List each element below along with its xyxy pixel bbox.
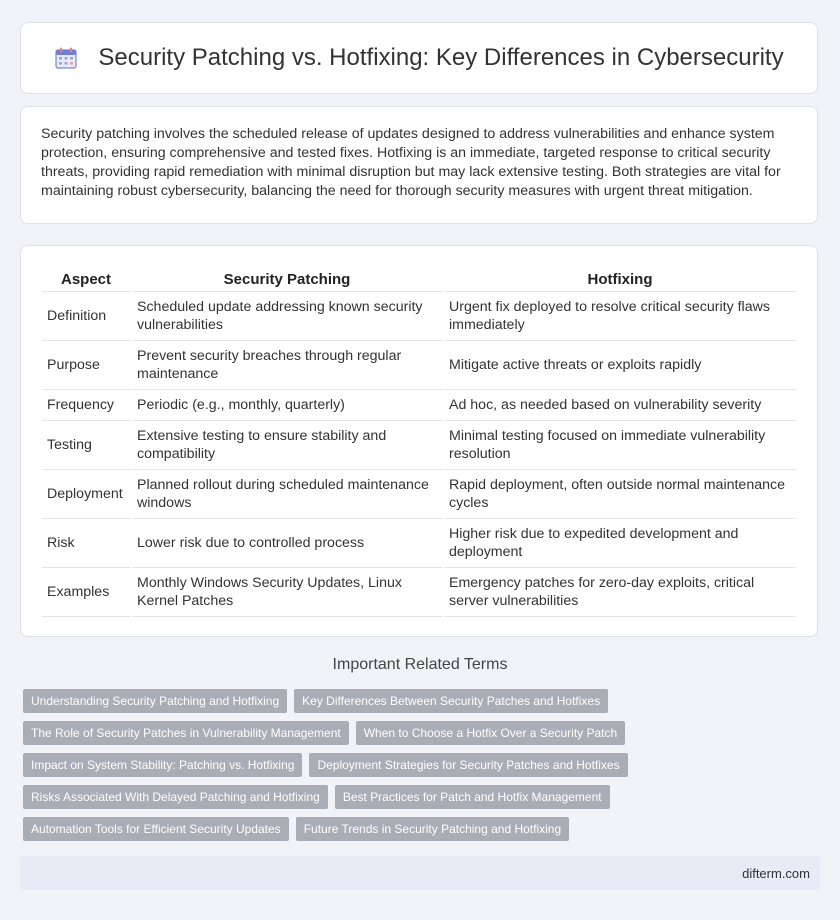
header-hotfixing: Hotfixing — [444, 266, 796, 292]
table-row — [42, 292, 796, 341]
cell-hotfixing: Rapid deployment, often outside normal maintenance cycles — [444, 470, 796, 519]
header-aspect: Aspect — [42, 266, 130, 292]
cell-aspect: Frequency — [42, 390, 130, 421]
table-header-row — [42, 266, 796, 292]
related-term-link[interactable]: Key Differences Between Security Patches and Hotfixes — [294, 689, 608, 713]
related-terms-title: Important Related Terms — [332, 656, 508, 673]
footer-brand[interactable]: difterm.com — [742, 865, 810, 881]
cell-aspect: Definition — [42, 292, 130, 341]
related-terms-list — [23, 689, 823, 849]
header-security-patching: Security Patching — [132, 266, 442, 292]
cell-aspect: Testing — [42, 421, 130, 470]
footer — [20, 856, 820, 890]
related-term-link[interactable]: Risks Associated With Delayed Patching and Hotfixing — [23, 785, 328, 809]
table-row — [42, 421, 796, 470]
cell-security-patching: Planned rollout during scheduled maintenance windows — [132, 470, 442, 519]
intro-card — [20, 106, 818, 224]
table-row — [42, 568, 796, 617]
related-term-link[interactable]: Automation Tools for Efficient Security Updates — [23, 817, 289, 841]
related-term-link[interactable]: The Role of Security Patches in Vulnerability Management — [23, 721, 349, 745]
cell-hotfixing: Ad hoc, as needed based on vulnerability severity — [444, 390, 796, 421]
calendar-icon — [54, 46, 78, 70]
cell-hotfixing: Mitigate active threats or exploits rapidly — [444, 341, 796, 390]
tag-row — [23, 817, 823, 841]
cell-security-patching: Lower risk due to controlled process — [132, 519, 442, 568]
related-term-link[interactable]: Impact on System Stability: Patching vs. Hotfixing — [23, 753, 302, 777]
related-term-link[interactable]: Future Trends in Security Patching and Hotfixing — [296, 817, 569, 841]
cell-security-patching: Periodic (e.g., monthly, quarterly) — [132, 390, 442, 421]
cell-security-patching: Prevent security breaches through regular maintenance — [132, 341, 442, 390]
related-term-link[interactable]: Understanding Security Patching and Hotfixing — [23, 689, 287, 713]
table-row — [42, 341, 796, 390]
table-row — [42, 390, 796, 421]
table-row — [42, 519, 796, 568]
cell-security-patching: Extensive testing to ensure stability and compatibility — [132, 421, 442, 470]
table-row — [42, 470, 796, 519]
cell-hotfixing: Higher risk due to expedited development and deployment — [444, 519, 796, 568]
cell-aspect: Examples — [42, 568, 130, 617]
page-header — [20, 22, 818, 94]
cell-hotfixing: Minimal testing focused on immediate vulnerability resolution — [444, 421, 796, 470]
page-title: Security Patching vs. Hotfixing: Key Differences in Cybersecurity — [98, 44, 784, 71]
cell-aspect: Deployment — [42, 470, 130, 519]
comparison-table — [40, 266, 798, 617]
intro-text: Security patching involves the scheduled release of updates designed to address vulnerabilities and enhance system protection, ensuring comprehensive and tested fixes. Hotfixing is an immediate, targeted response to critical security threats, providing rapid remediation with minimal disruption but may lack extensive testing. Both strategies are vital for maintaining robust cybersecurity, balancing the need for thorough security measures with urgent threat mitigation. — [41, 126, 781, 199]
cell-aspect: Risk — [42, 519, 130, 568]
tag-row — [23, 753, 823, 777]
related-term-link[interactable]: Deployment Strategies for Security Patches and Hotfixes — [309, 753, 627, 777]
tag-row — [23, 721, 823, 745]
related-term-link[interactable]: Best Practices for Patch and Hotfix Management — [335, 785, 610, 809]
tag-row — [23, 785, 823, 809]
comparison-card — [20, 245, 818, 637]
cell-security-patching: Scheduled update addressing known security vulnerabilities — [132, 292, 442, 341]
cell-aspect: Purpose — [42, 341, 130, 390]
related-term-link[interactable]: When to Choose a Hotfix Over a Security Patch — [356, 721, 625, 745]
cell-security-patching: Monthly Windows Security Updates, Linux Kernel Patches — [132, 568, 442, 617]
tag-row — [23, 689, 823, 713]
cell-hotfixing: Emergency patches for zero-day exploits, critical server vulnerabilities — [444, 568, 796, 617]
cell-hotfixing: Urgent fix deployed to resolve critical security flaws immediately — [444, 292, 796, 341]
